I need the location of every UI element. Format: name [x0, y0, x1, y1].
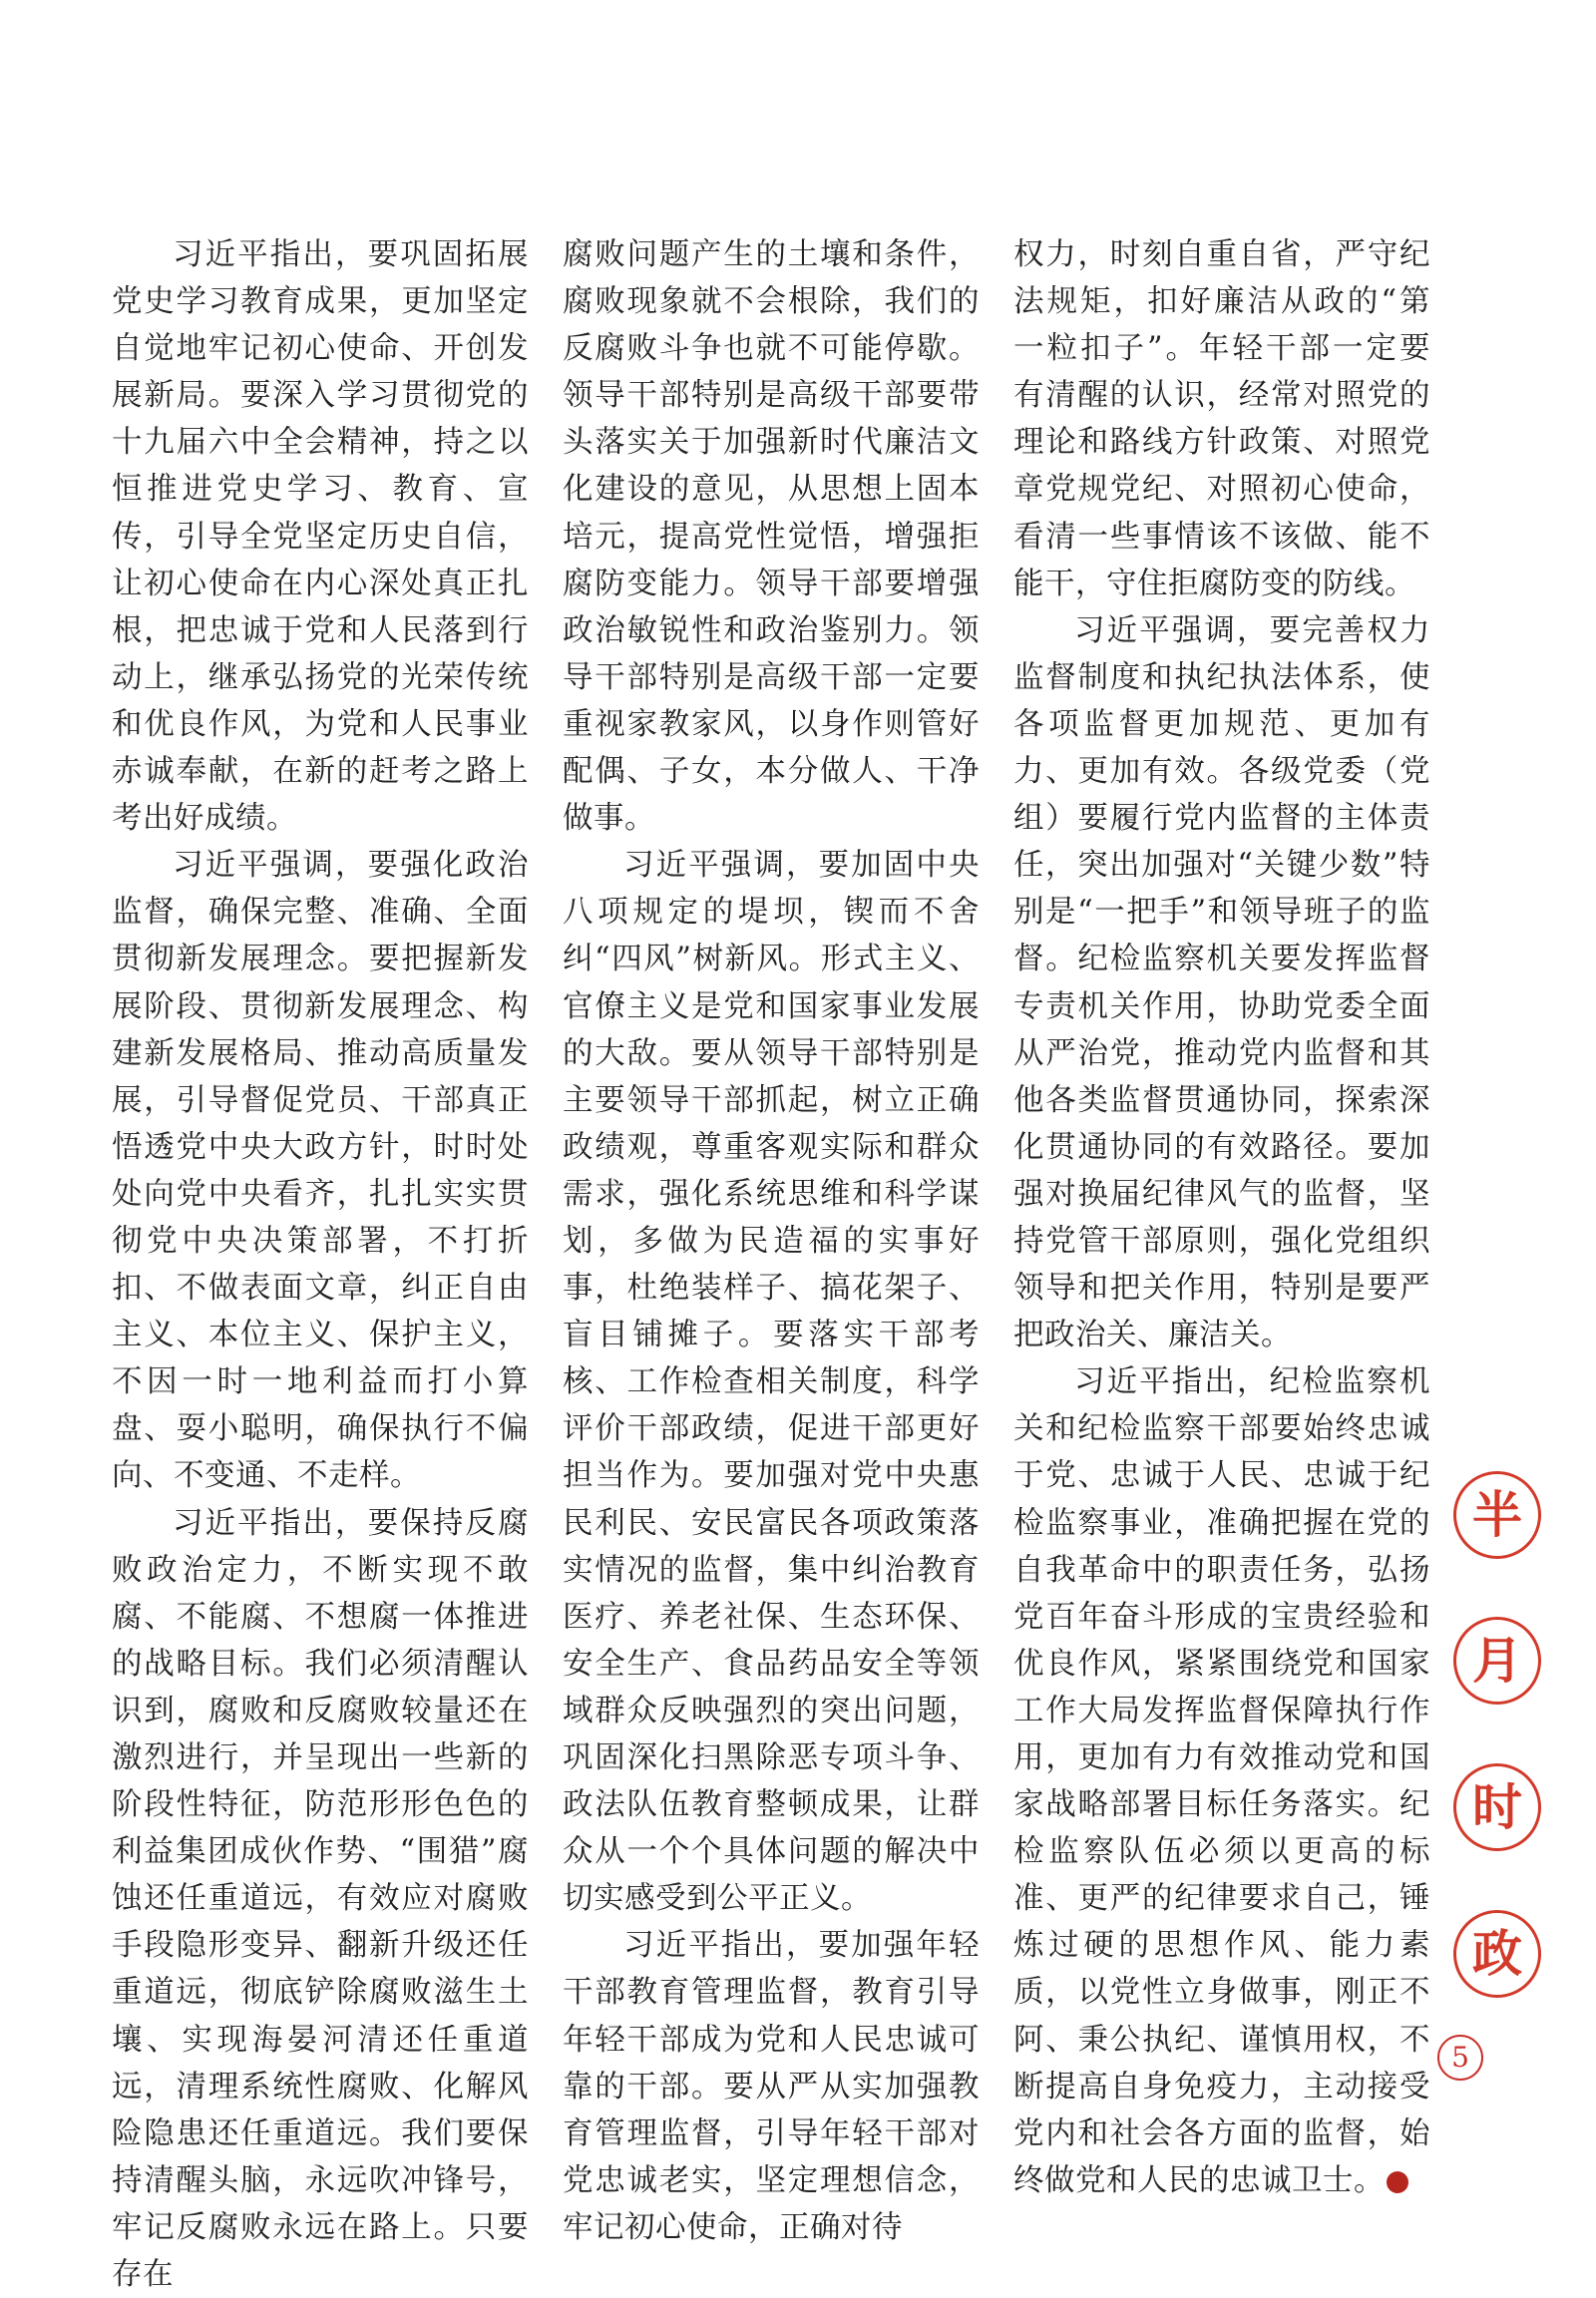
last-paragraph: [1013, 1358, 1462, 2204]
paragraph: 腐败问题产生的土壤和条件，腐败现象就不会根除，我们的反腐败斗争也就不可能停歇。领导干部特别是高级干部要带头落实关于加强新时代廉洁文化建设的意见，从思想上固本培元，提高党性觉悟，增强拒腐防变能力。领导干部要增强政治敏锐性和政治鉴别力。领导干部特别是高级干部一定要重视家教家风，以身作则管好配偶、子女，本分做人、干净做事。: [563, 237, 980, 837]
article-column-1: [112, 231, 529, 2298]
article-column-3: [1013, 231, 1462, 2204]
page-number: 5: [1437, 2035, 1483, 2081]
article-column-2: [563, 231, 980, 2251]
paragraph: 权力，时刻自重自省，严守纪法规矩，扣好廉洁从政的“第一粒扣子”。年轻干部一定要有清醒的认识，经常对照党的理论和路线方针政策、对照党章党规党纪、对照初心使命，看清一些事情该不该做、能不能干，守住拒腐防变的防线。: [1013, 237, 1430, 601]
section-title-char: 政: [1453, 1910, 1541, 1998]
paragraph: 习近平指出，要巩固拓展党史学习教育成果，更加坚定自觉地牢记初心使命、开创发展新局。要深入学习贯彻党的十九届六中全会精神，持之以恒推进党史学习、教育、宣传，引导全党坚定历史自信，让初心使命在内心深处真正扎根，把忠诚于党和人民落到行动上，继承弘扬党的光荣传统和优良作风，为党和人民事业赤诚奉献，在新的赶考之路上考出好成绩。: [112, 237, 529, 837]
paragraph: 习近平指出，要保持反腐败政治定力，不断实现不敢腐、不能腐、不想腐一体推进的战略目标。我们必须清醒认识到，腐败和反腐败较量还在激烈进行，并呈现出一些新的阶段性特征，防范形形色色的利益集团成伙作势、“围猎”腐蚀还任重道远，有效应对腐败手段隐形变异、翻新升级还任重道远，彻底铲除腐败滋生土壤、实现海晏河清还任重道远，清理系统性腐败、化解风险隐患还任重道远。我们要保持清醒头脑，永远吹冲锋号，牢记反腐败永远在路上。只要存在: [112, 1505, 529, 2293]
paragraph-text: 习近平指出，纪检监察机关和纪检监察干部要始终忠诚于党、忠诚于人民、忠诚于纪检监察事业，准确把握在党的自我革命中的职责任务，弘扬党百年奋斗形成的宝贵经验和优良作风，紧紧围绕党和国家工作大局发挥监督保障执行作用，更加有力有效推动党和国家战略部署目标任务落实。纪检监察队伍必须以更高的标准、更严的纪律要求自己，锤炼过硬的思想作风、能力素质，以党性立身做事，刚正不阿、秉公执纪、谨慎用权，不断提高自身免疫力，主动接受党内和社会各方面的监督，始终做党和人民的忠诚卫士。: [1013, 1364, 1430, 2198]
section-title-char: 半: [1453, 1471, 1541, 1559]
paragraph: 习近平强调，要加固中央八项规定的堤坝，锲而不舍纠“四风”树新风。形式主义、官僚主义是党和国家事业发展的大敌。要从领导干部特别是主要领导干部抓起，树立正确政绩观，尊重客观实际和群众需求，强化系统思维和科学谋划，多做为民造福的实事好事，杜绝装样子、搞花架子、盲目铺摊子。要落实干部考核、工作检查相关制度，科学评价干部政绩，促进干部更好担当作为。要加强对党中央惠民利民、安民富民各项政策落实情况的监督，集中纠治教育医疗、养老社保、生态环保、安全生产、食品药品安全等领域群众反映强烈的突出问题，巩固深化扫黑除恶专项斗争、政法队伍教育整顿成果，让群众从一个个具体问题的解决中切实感受到公平正义。: [563, 848, 980, 1917]
paragraph: 习近平强调，要强化政治监督，确保完整、准确、全面贯彻新发展理念。要把握新发展阶段、贯彻新发展理念、构建新发展格局、推动高质量发展，引导督促党员、干部真正悟透党中央大政方针，时时处处向党中央看齐，扎扎实实贯彻党中央决策部署，不打折扣、不做表面文章，纠正自由主义、本位主义、保护主义，不因一时一地利益而打小算盘、耍小聪明，确保执行不偏向、不变通、不走样。: [112, 848, 529, 1494]
section-title-char: 月: [1453, 1617, 1541, 1705]
paragraph: 习近平强调，要完善权力监督制度和执纪执法体系，使各项监督更加规范、更加有力、更加有效。各级党委（党组）要履行党内监督的主体责任，突出加强对“关键少数”特别是“一把手”和领导班子的监督。纪检监察机关要发挥监督专责机关作用，协助党委全面从严治党，推动党内监督和其他各类监督贯通协同，探索深化贯通协同的有效路径。要加强对换届纪律风气的监督，坚持党管干部原则，强化党组织领导和把关作用，特别是要严把政治关、廉洁关。: [1013, 612, 1430, 1353]
paragraph: 习近平指出，要加强年轻干部教育管理监督，教育引导年轻干部成为党和人民忠诚可靠的干部。要从严从实加强教育管理监督，引导年轻干部对党忠诚老实，坚定理想信念，牢记初心使命，正确对待: [563, 1928, 980, 2245]
section-title-char: 时: [1453, 1763, 1541, 1851]
end-mark-icon: 今: [1387, 2171, 1408, 2193]
